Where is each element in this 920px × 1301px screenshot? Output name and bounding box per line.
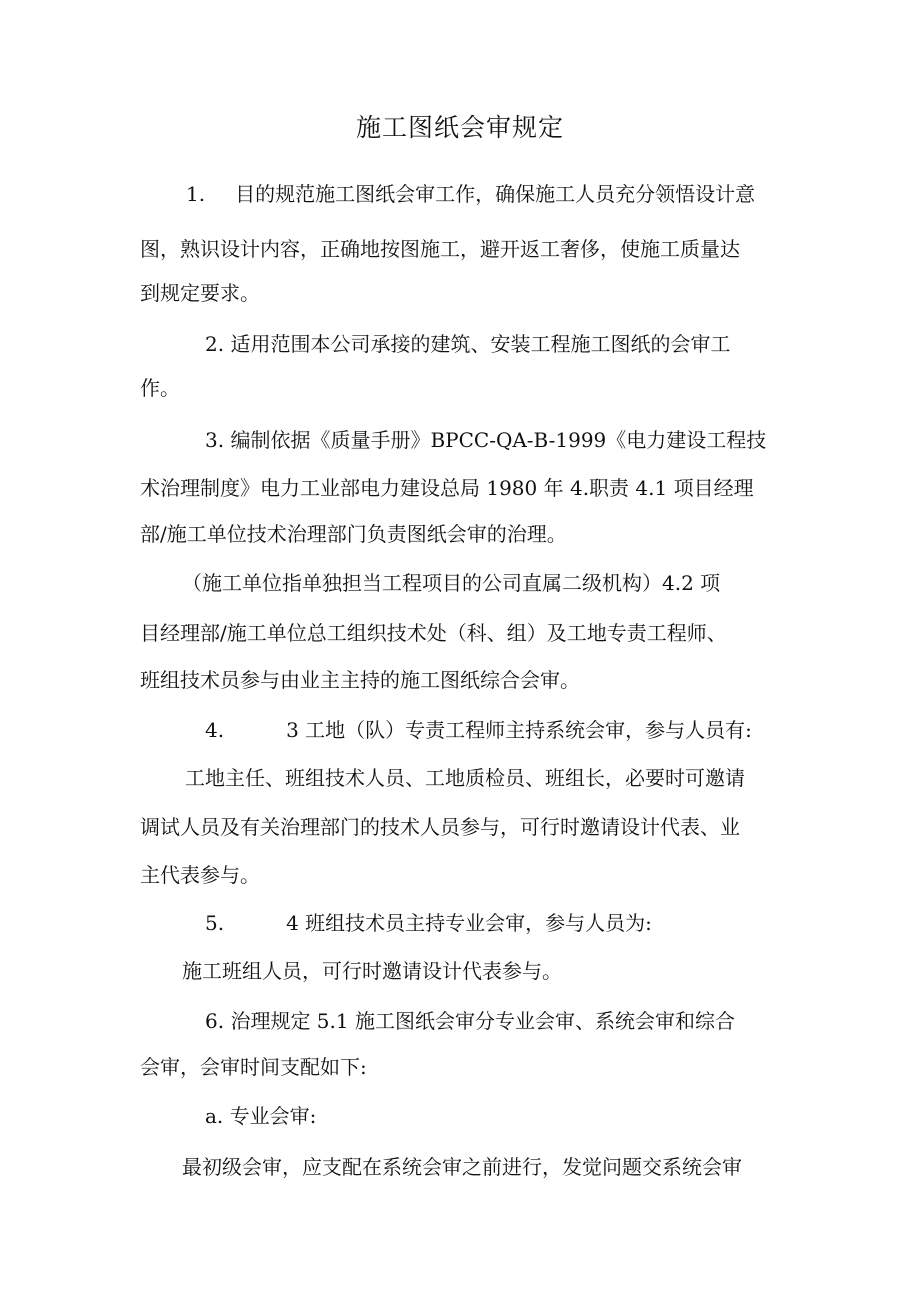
paragraph-7-line-2: 会审，会审时间支配如下:	[140, 1055, 367, 1079]
paragraph-5-line-3: 调试人员及有关治理部门的技术人员参与，可行时邀请设计代表、业	[140, 815, 740, 839]
item-number-5: 5.	[205, 911, 225, 935]
paragraph-4-line-3: 班组技术员参与由业主主持的施工图纸综合会审。	[140, 668, 580, 692]
paragraph-2-line-2: 作。	[140, 376, 180, 400]
paragraph-1-line-1	[186, 184, 755, 204]
paragraph-8-line-1: a. 专业会审:	[205, 1104, 317, 1128]
paragraph-4-line-2: 目经理部/施工单位总工组织技术处（科、组）及工地专责工程师、	[140, 621, 727, 645]
item-number-1: 1.	[186, 182, 206, 206]
paragraph-6-line-1	[205, 913, 652, 933]
paragraph-1-line-3: 到规定要求。	[140, 281, 260, 305]
paragraph-1-line-2: 图，熟识设计内容，正确地按图施工，避开返工奢侈，使施工质量达	[140, 237, 740, 261]
paragraph-3-line-3: 部/施工单位技术治理部门负责图纸会审的治理。	[140, 522, 567, 546]
item-number-4: 4.	[205, 718, 225, 742]
paragraph-3-line-1: 3. 编制依据《质量手册》BPCC-QA-B-1999《电力建设工程技	[205, 428, 767, 452]
paragraph-3-line-2: 术治理制度》电力工业部电力建设总局 1980 年 4.职责 4.1 项目经理	[140, 476, 754, 500]
paragraph-5-line-2: 工地主任、班组技术人员、工地质检员、班组长，必要时可邀请	[185, 766, 745, 790]
paragraph-5-line-1	[205, 720, 752, 740]
paragraph-4-line-1: （施工单位指单独担当工程项目的公司直属二级机构）4.2 项	[182, 571, 721, 595]
paragraph-2-line-1: 2. 适用范围本公司承接的建筑、安装工程施工图纸的会审工	[205, 332, 731, 356]
paragraph-1-text: 目的规范施工图纸会审工作，确保施工人员充分领悟设计意	[235, 182, 756, 206]
paragraph-5-text: 3 工地（队）专责工程师主持系统会审，参与人员有:	[286, 718, 752, 742]
document-title: 施工图纸会审规定	[355, 113, 564, 142]
paragraph-6-line-2: 施工班组人员，可行时邀请设计代表参与。	[182, 959, 562, 983]
paragraph-9-line-1: 最初级会审，应支配在系统会审之前进行，发觉问题交系统会审	[182, 1155, 742, 1179]
paragraph-5-line-4: 主代表参与。	[140, 863, 260, 887]
paragraph-7-line-1: 6. 治理规定 5.1 施工图纸会审分专业会审、系统会审和综合	[205, 1009, 735, 1033]
paragraph-6-text: 4 班组技术员主持专业会审，参与人员为:	[286, 911, 652, 935]
